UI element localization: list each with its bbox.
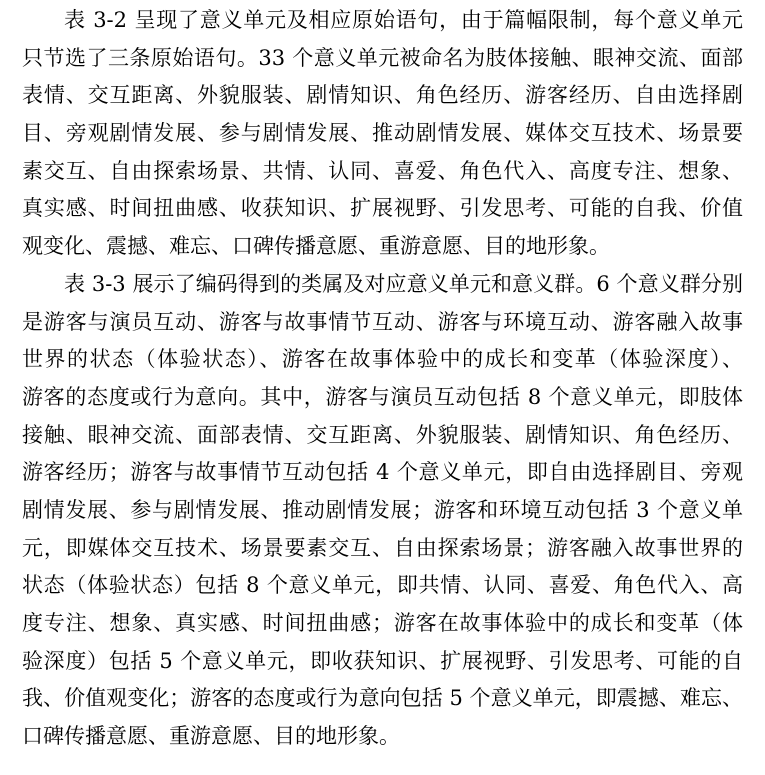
text-line: 元，即媒体交互技术、场景要素交互、自由探索场景；游客融入故事世界的 [22, 535, 743, 560]
text-line: 真实感、时间扭曲感、收获知识、扩展视野、引发思考、可能的自我、价值 [22, 196, 743, 221]
paragraph-2 [22, 266, 743, 756]
text-line: 观变化、震撼、难忘、口碑传播意愿、重游意愿、目的地形象。 [22, 234, 610, 259]
text-line: 状态（体验状态）包括 8 个意义单元，即共情、认同、喜爱、角色代入、高 [22, 573, 743, 598]
text-line: 表 3-3 展示了编码得到的类属及对应意义单元和意义群。6 个意义群分别 [64, 271, 743, 296]
text-line: 游客经历；游客与故事情节互动包括 4 个意义单元，即自由选择剧目、旁观 [22, 460, 743, 485]
text-line: 口碑传播意愿、重游意愿、目的地形象。 [22, 724, 400, 749]
text-line: 只节选了三条原始语句。33 个意义单元被命名为肢体接触、眼神交流、面部 [22, 45, 743, 70]
text-line: 是游客与演员互动、游客与故事情节互动、游客与环境互动、游客融入故事 [22, 309, 743, 334]
text-line: 我、价值观变化；游客的态度或行为意向包括 5 个意义单元，即震撼、难忘、 [22, 686, 743, 711]
text-line: 素交互、自由探索场景、共情、认同、喜爱、角色代入、高度专注、想象、 [22, 158, 743, 183]
text-line: 目、旁观剧情发展、参与剧情发展、推动剧情发展、媒体交互技术、场景要 [22, 121, 743, 146]
text-line: 游客的态度或行为意向。其中，游客与演员互动包括 8 个意义单元，即肢体 [22, 384, 743, 409]
text-line: 表 3-2 呈现了意义单元及相应原始语句，由于篇幅限制，每个意义单元 [64, 8, 743, 32]
text-line: 世界的状态（体验状态）、游客在故事体验中的成长和变革（体验深度）、 [22, 347, 743, 372]
text-line: 接触、眼神交流、面部表情、交互距离、外貌服装、剧情知识、角色经历、 [22, 422, 743, 447]
text-line: 度专注、想象、真实感、时间扭曲感；游客在故事体验中的成长和变革（体 [22, 611, 743, 635]
paragraph-1 [22, 2, 743, 266]
text-line: 剧情发展、参与剧情发展、推动剧情发展；游客和环境互动包括 3 个意义单 [22, 497, 743, 522]
text-line: 表情、交互距离、外貌服装、剧情知识、角色经历、游客经历、自由选择剧 [22, 83, 743, 108]
text-line: 验深度）包括 5 个意义单元，即收获知识、扩展视野、引发思考、可能的自 [22, 648, 743, 673]
